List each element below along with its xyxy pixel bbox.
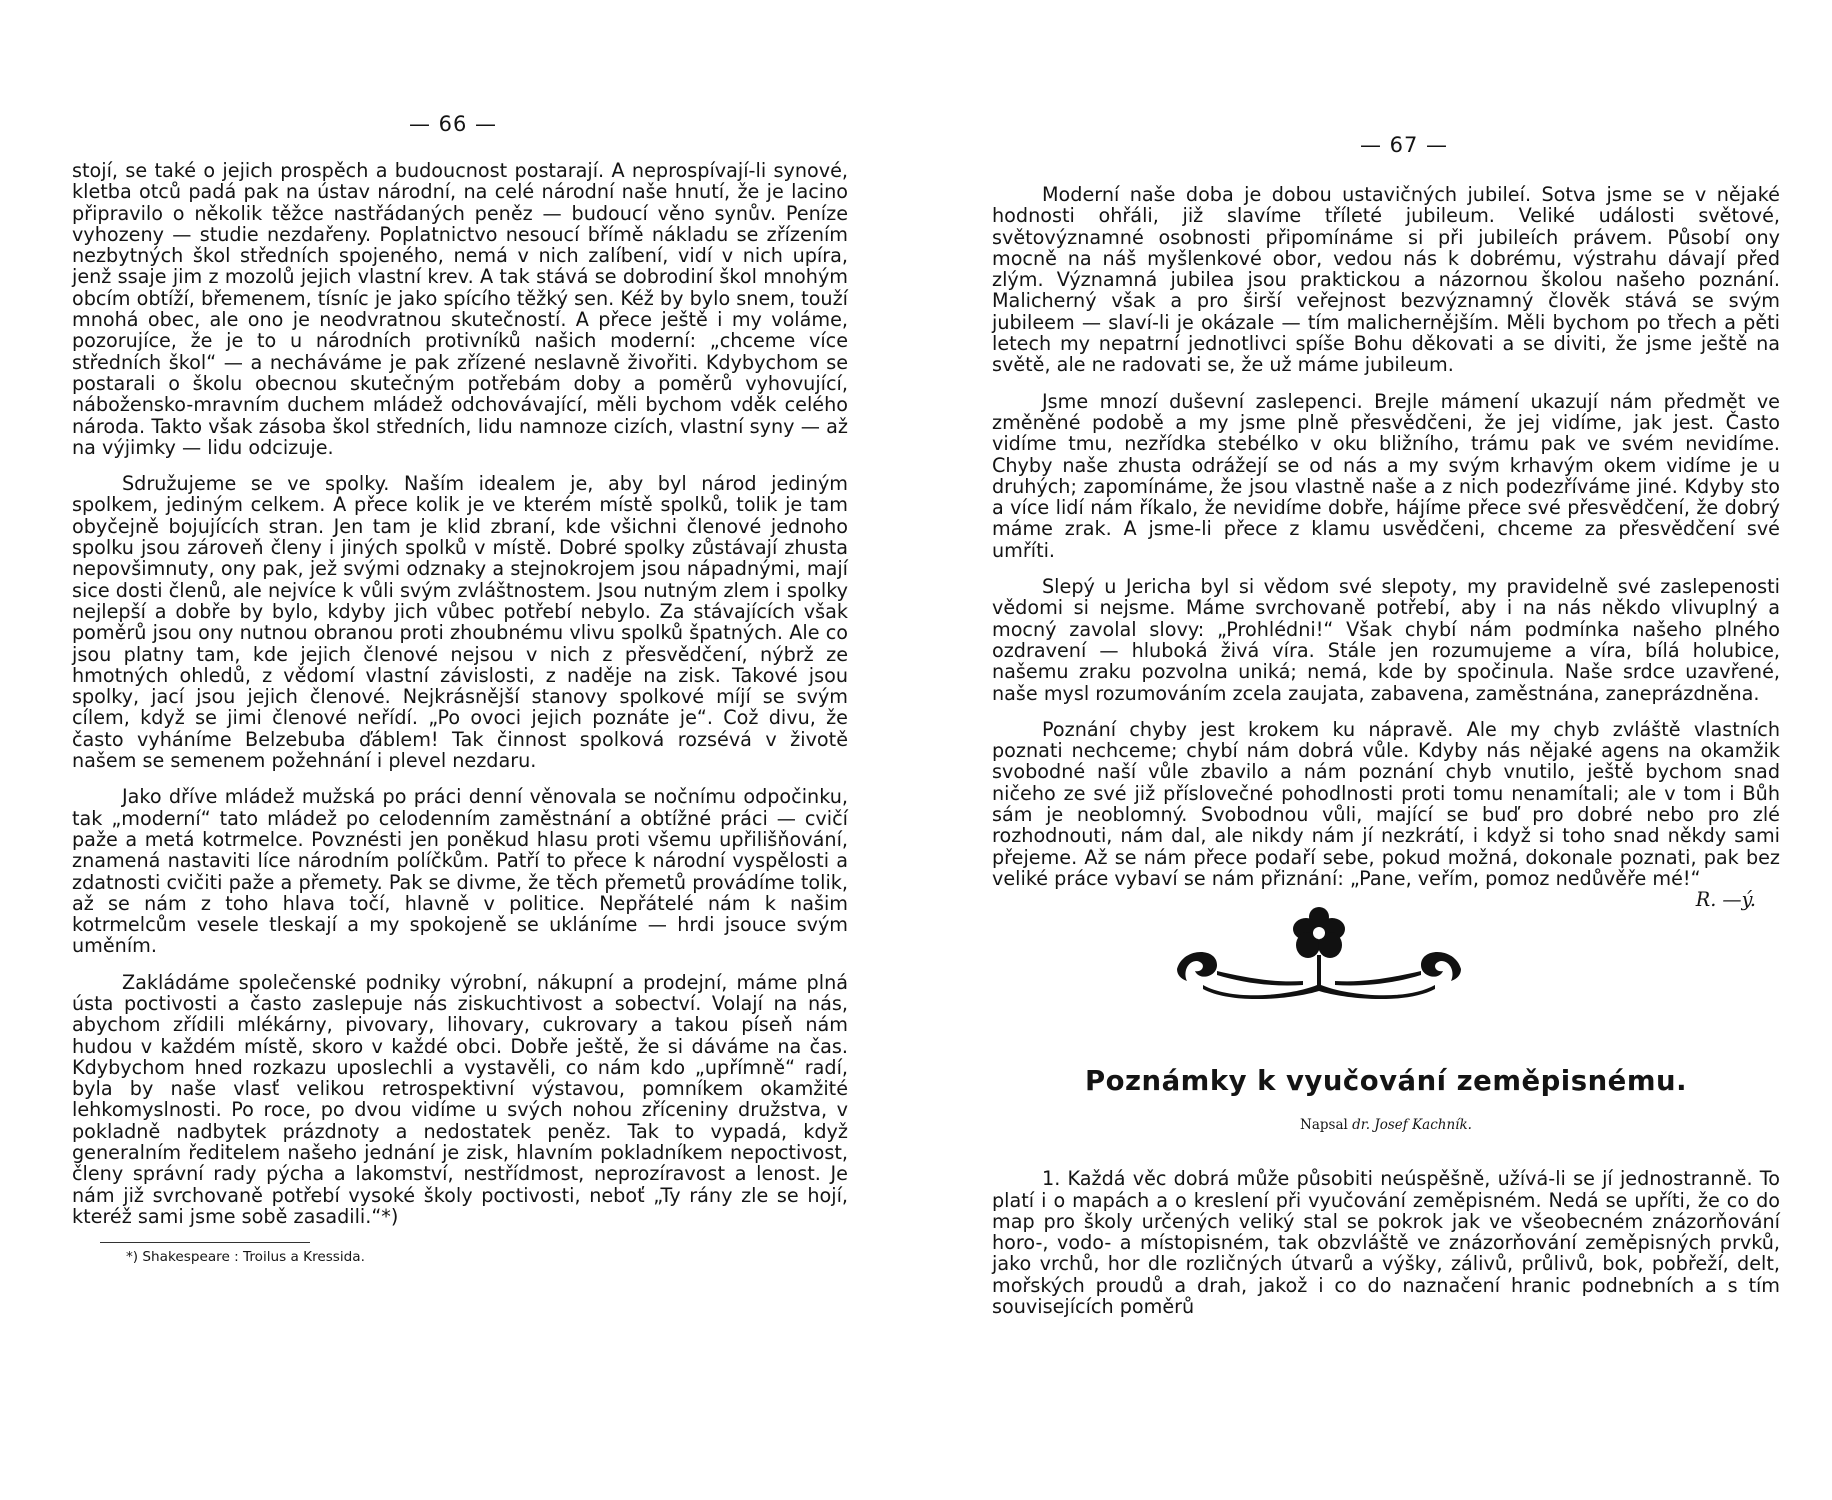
byline-prefix: Napsal <box>1300 1117 1348 1134</box>
paragraph: Moderní naše doba je dobou ustavičných jubileí. Sotva jsme se v nějaké hodnosti ohřáli, již slavíme tříleté jubileum. Veliké události světové, světovýznamné osobnosti připomínáme si při jubileích právem. Působí ony mocně na náš myšlenkové obor, vedou nás k dobrému, výstrahu dávají před zlým. Významná jubilea jsou praktickou a názornou školou našeho poznání. Malicherný však a pro širší veřejnost bezvýznamný člověk stává se svým jubileem — slaví-li je okázale — tím malichernějším. Měli bychom po třech a pěti letech my nepatrní jednotlivci spíše Bohu děkovati a se diviti, že jsme ještě na světě, ale ne radovati se, že už máme jubileum. <box>992 183 1780 377</box>
article-paragraph: 1. Každá věc dobrá může působiti neúspěšně, užívá-li se jí jednostranně. To platí i o mapách a o kreslení při vyučování zeměpisném. Nedá se upříti, že co do map pro školy určených veliký stal se pokrok jak ve všeobecném znázorňování horo-, vodo- a místopisném, tak obzvláště ve znázorňování zeměpisných prvků, jako vrchů, hor dle rozličných útvarů a výšky, zálivů, průlivů, bok, pobřeží, delt, mořských proudů a drah, jakož i co do naznačení hranic podnebních a s tím souvisejících poměrů <box>992 1167 1780 1318</box>
paragraph-text: Poznání chyby jest krokem ku nápravě. Ale my chyb zvláště vlastních poznati nechceme; chybí nám dobrá vůle. Kdyby nás nějaké agens na okamžik svobodné naší vůle zbavilo a nám poznání chyb vnutilo, ještě bychom snad ničeho ze své již příslovečné pohodlnosti proti tomu nenamítali; ale v tom i Bůh sám je neoblomný. Svobodnou vůli, mající se buď pro dobré nebo pro zlé rozhodnouti, nám dal, ale nikdy nám jí nezkrátí, i když si toho snad někdy sami přejeme. Až se nám přece podaří sebe, pokud možná, dokonale poznati, pak bez veliké práce vybaví se nám přiznání: „Pane, veřím, pomoz nedůvěře mé!“ <box>992 717 1780 890</box>
right-page <box>916 0 1832 1500</box>
paragraph: Zakládáme společenské podniky výrobní, nákupní a prodejní, máme plná ústa poctivosti a často zaslepuje nás ziskuchtivost a sobectví. Volají na nás, abychom zřídili mlékárny, pivovary, lihovary, cukrovary a takou píseň nám hudou v každém místě, skoro v každé obci. Dobře ještě, že si dáváme na čas. Kdybychom hned rozkazu uposlechli a vystavěli, co nám kdo „upřímně“ radí, byla by naše vlasť velikou retrospektivní výstavou, pomníkem okamžité lehkomyslnosti. Po roce, po dvou vidíme u svých nohou zříceniny družstva, v pokladně nadbytek prázdnoty a nedostatek peněz. Tak to vypadá, když generalním ředitelem našeho jednání je zisk, hlavním pokladníkem nepoctivost, členy správní rady pýcha a lakomství, nestřídmost, neprozíravost a lenost. Je nám již svrchovaně potřebí vysoké školy poctivosti, neboť „Ty rány zle se hojí, kteréž sami jsme sobě zasadili.“*) <box>72 970 848 1228</box>
paragraph <box>992 717 1780 912</box>
right-text-column <box>992 184 1780 1332</box>
footnote: *) Shakespeare : Troilus a Kressida. <box>126 1249 365 1266</box>
paragraph: Sdružujeme se ve spolky. Naším idealem je, aby byl národ jediným spolkem, jediným celkem. A přece kolik je ve kterém místě spolků, tolik je tam obyčejně bojujících stran. Jen tam je klid zbraní, kde všichni členové jednoho spolku jsou zároveň členy i jiných spolků v místě. Dobré spolky zůstávají zhusta nepovšimnuty, ony pak, jež svými odznaky a stejnokrojem jsou nápadnými, mají sice dosti členů, ale nejvíce k vůli svým zvláštnostem. Jsou nutným zlem i spolky nejlepší a dobře by bylo, kdyby jich vůbec potřebí nebylo. Za stávajících však poměrů jsou ony nutnou obranou proti zhoubnému vlivu spolků špatných. Ale co jsou platny tam, kde jejich členové nejsou v nich z přesvědčení, nýbrž ze hmotných ohledů, z vědomí vlastní závislosti, z naděje na zisk. Takové jsou spolky, jací jsou jejich členové. Nejkrásnější stanovy spolkové míjí se svým cílem, když se jimi členové neřídí. „Po ovoci jejich poznáte je“. Což divu, že často vyháníme Belzebuba ďáblem! Tak činnost spolková rozsévá v životě našem se semenem požehnání i plevel nezdaru. <box>72 472 848 773</box>
paragraph: Slepý u Jericha byl si vědom své slepoty, my pravidelně své zaslepenosti vědomi si nejsme. Máme svrchovaně potřebí, aby i na nás někdo vlivuplný a mocný zavolal slovy: „Prohlédni!“ Však chybí nám podmínka našeho plného ozdravení — hluboká živá víra. Stále jen rozumujeme a víra, bílá holubice, našemu zraku pozvolna uniká; nemá, kde by spočinula. Naše srdce uzavřené, naše mysl rozumováním zcela zaujata, zabavena, zaměstnána, zaneprázdněna. <box>992 575 1780 705</box>
paragraph: Jsme mnozí duševní zaslepenci. Brejle mámení ukazují nám předmět ve změněné podobě a my jsme plně přesvědčeni, že jej vidíme, jak jest. Často vidíme tmu, nezřídka stebélko v oku bližního, trámu pak ve svém nevidíme. Chyby naše zhusta odrážejí se od nás a my svým krhavým okem vidíme je u druhých; zapomínáme, že jsou vlastně naše a z nich podezříváme jiné. Kdyby sto a více lidí nám říkalo, že nevidíme dobře, hájíme přece své přesvědčení, že dobrý máme zrak. A jsme-li přece z klamu usvědčeni, chceme za přesvědčení své umříti. <box>992 389 1780 562</box>
page-number-left: — 66 — <box>408 112 498 136</box>
paragraph: Jako dříve mládež mužská po práci denní věnovala se nočnímu odpočinku, tak „moderní“ tato mládež po celodenním zaměstnání a obtížné práci — cvičí paže a metá kotrmelce. Povznésti jen poněkud hlasu proti všemu upřilišňování, znamená nastaviti líce národním políčkům. Patří to přece k národní vyspělosti a zdatnosti cvičiti paže a přemety. Pak se divme, že těch přemetů provádíme tolik, až se nám z toho hlava točí, hlavně v politice. Nepřátelé nám k našim kotrmelcům vesele tleskají a my spokojeně se ukláníme — hrdi jsouce svým uměním. <box>72 785 848 958</box>
byline <box>992 1117 1780 1133</box>
footnote-divider <box>100 1242 310 1243</box>
article-title: Poznámky k vyučování zeměpisnému. <box>1084 1065 1688 1098</box>
author-name: dr. Josef Kachník. <box>1352 1117 1472 1134</box>
page-number-right: — 67 — <box>1359 133 1449 157</box>
author-signature: R. —ý. <box>1695 888 1756 912</box>
paragraph: stojí, se také o jejich prospěch a budoucnost postarají. A neprospívají-li synové, kletba otců padá pak na ústav národní, na celé národní naše hnutí, že je lacino připravilo o několik těžce nastřádaných peněz — budoucí věno synův. Peníze vyhozeny — studie nezdařeny. Poplatnictvo nesoucí břímě nákladu se zřízením nezbytných škol středních spojeného, nemá v nich zalíbení, vidí v nich upíra, jenž ssaje jim z mozolů jejich vlastní krev. A tak stává se dobrodiní škol mnohým obcím obtíží, břemenem, tísníc je jako spícího těžký sen. Kéž by bylo snem, touží mnohá obec, ale ono je neodvratnou skutečností. A přece ještě i my voláme, pozorujíce, že je to u národních protivníků našich moderní: „chceme více středních škol“ — a necháváme je pak zřízené neslavně živořiti. Kdybychom se postarali o školu obecnou skutečným potřebám doby a poměrů vyhovující, nábožensko-mravním duchem mládež odchovávající, měli bychom vděk celého národa. Takto však zásoba škol středních, lidu namnoze cizích, vlastní syny — až na výjimky — lidu odcizuje. <box>72 159 848 459</box>
pansy-flower-ornament-icon <box>1173 907 1465 999</box>
left-text-column <box>72 160 848 1265</box>
